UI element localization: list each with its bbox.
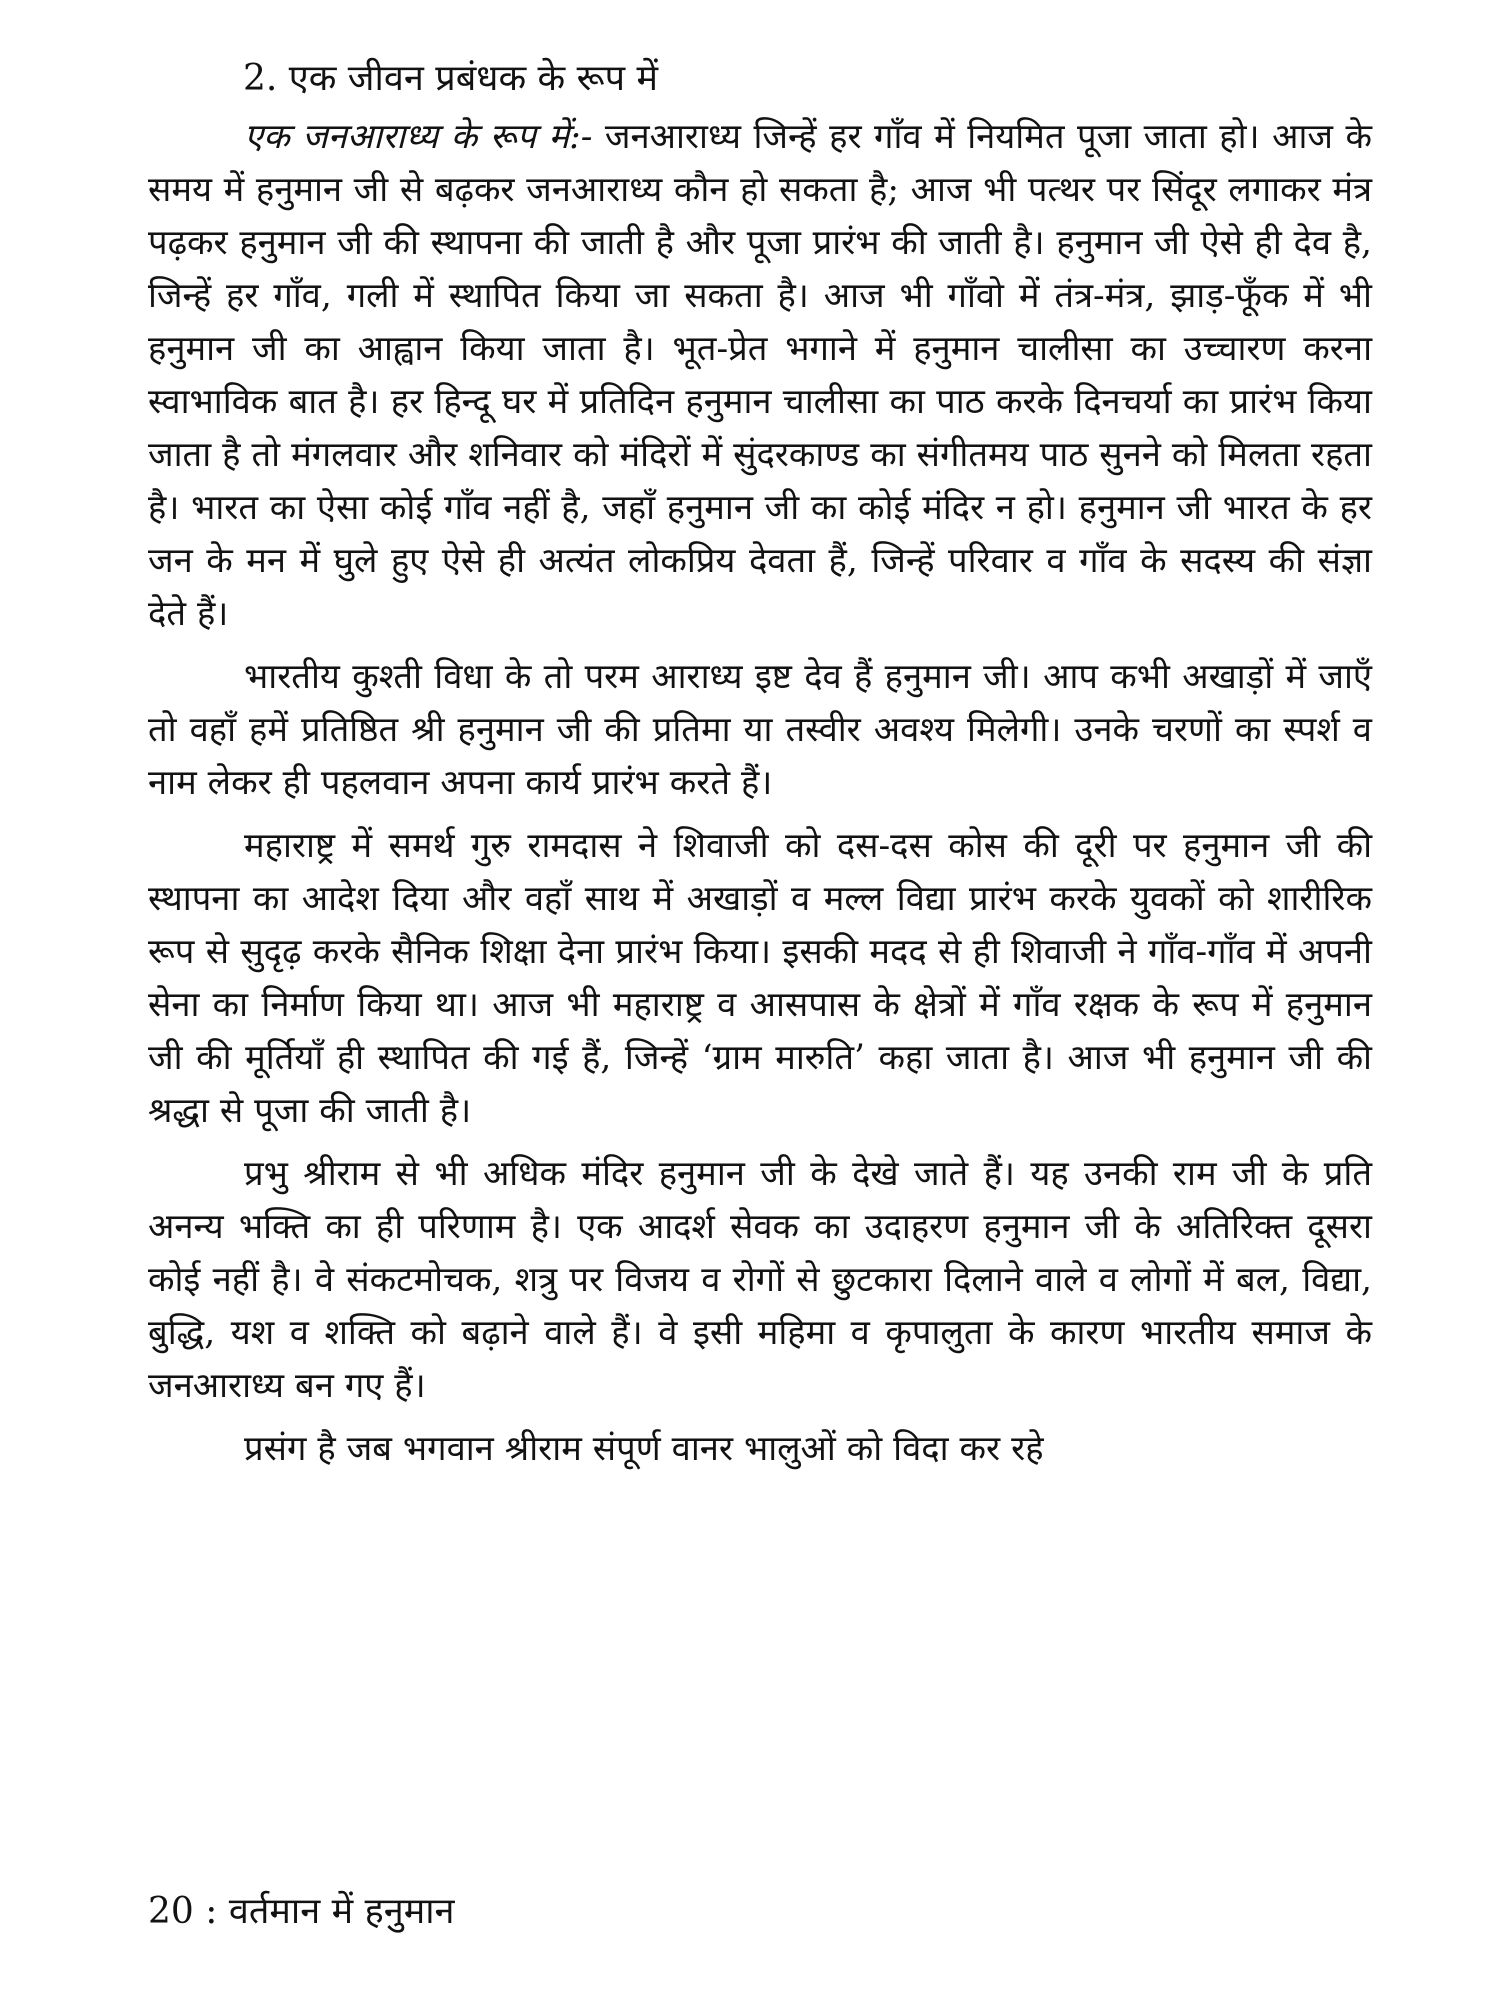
section-heading: 2. एक जीवन प्रबंधक के रूप में xyxy=(243,58,659,99)
paragraph-4: प्रभु श्रीराम से भी अधिक मंदिर हनुमान जी के देखे जाते हैं। यह उनकी राम जी के प्रति अनन्य भक्ति का ही परिणाम है। एक आदर्श सेवक का उदाहरण हनुमान जी के अतिरिक्त दूसरा कोई नहीं है। वे संकटमोचक, शत्रु पर विजय व रोगों से छुटकारा दिलाने वाले व लोगों में बल, विद्या, बुद्धि, यश व शक्ति को बढ़ाने वाले हैं। वे इसी महिमा व कृपालुता के कारण भारतीय समाज के जनआराध्य बन गए हैं। xyxy=(148,1154,1372,1406)
paragraph-1-text: जनआराध्य जिन्हें हर गाँव में नियमित पूजा जाता हो। आज के समय में हनुमान जी से बढ़कर जनआराध्य कौन हो सकता है; आज भी पत्थर पर सिंदूर लगाकर मंत्र पढ़कर हनुमान जी की स्थापना की जाती है और पूजा प्रारंभ की जाती है। हनुमान जी ऐसे ही देव है, जिन्हें हर गाँव, गली में स्थापित किया जा सकता है। आज भी गाँवो में तंत्र-मंत्र, झाड़-फूँक में भी हनुमान जी का आह्वान किया जाता है। भूत-प्रेत भगाने में हनुमान चालीसा का उच्चारण करना स्वाभाविक बात है। हर हिन्दू घर में प्रतिदिन हनुमान चालीसा का पाठ करके दिनचर्या का प्रारंभ किया जाता है तो मंगलवार और शनिवार को मंदिरों में सुंदरकाण्ड का संगीतमय पाठ सुनने को मिलता रहता है। भारत का ऐसा कोई गाँव नहीं है, जहाँ हनुमान जी का कोई मंदिर न हो। हनुमान जी भारत के हर जन के मन में घुले हुए ऐसे ही अत्यंत लोकप्रिय देवता हैं, जिन्हें परिवार व गाँव के सदस्य की संज्ञा देते हैं। xyxy=(148,117,1372,634)
paragraph-2: भारतीय कुश्ती विधा के तो परम आराध्य इष्ट देव हैं हनुमान जी। आप कभी अखाड़ों में जाएँ तो वहाँ हमें प्रतिष्ठित श्री हनुमान जी की प्रतिमा या तस्वीर अवश्य मिलेगी। उनके चरणों का स्पर्श व नाम लेकर ही पहलवान अपना कार्य प्रारंभ करते हैं। xyxy=(148,657,1372,803)
page-footer: 20 : वर्तमान में हनुमान xyxy=(148,1891,455,1932)
paragraph-5: प्रसंग है जब भगवान श्रीराम संपूर्ण वानर भालुओं को विदा कर रहे xyxy=(244,1429,1044,1469)
paragraph-lead-label: एक जनआराध्य के रूप में:- xyxy=(244,117,593,157)
book-page xyxy=(148,55,1372,1945)
paragraph-3: महाराष्ट्र में समर्थ गुरु रामदास ने शिवाजी को दस-दस कोस की दूरी पर हनुमान जी की स्थापना का आदेश दिया और वहाँ साथ में अखाड़ों व मल्ल विद्या प्रारंभ करके युवकों को शारीरिक रूप से सुदृढ़ करके सैनिक शिक्षा देना प्रारंभ किया। इसकी मदद से ही शिवाजी ने गाँव-गाँव में अपनी सेना का निर्माण किया था। आज भी महाराष्ट्र व आसपास के क्षेत्रों में गाँव रक्षक के रूप में हनुमान जी की मूर्तियाँ ही स्थापित की गई हैं, जिन्हें ‘ग्राम मारुति’ कहा जाता है। आज भी हनुमान जी की श्रद्धा से पूजा की जाती है। xyxy=(148,826,1372,1131)
paragraph-1 xyxy=(148,111,1372,641)
